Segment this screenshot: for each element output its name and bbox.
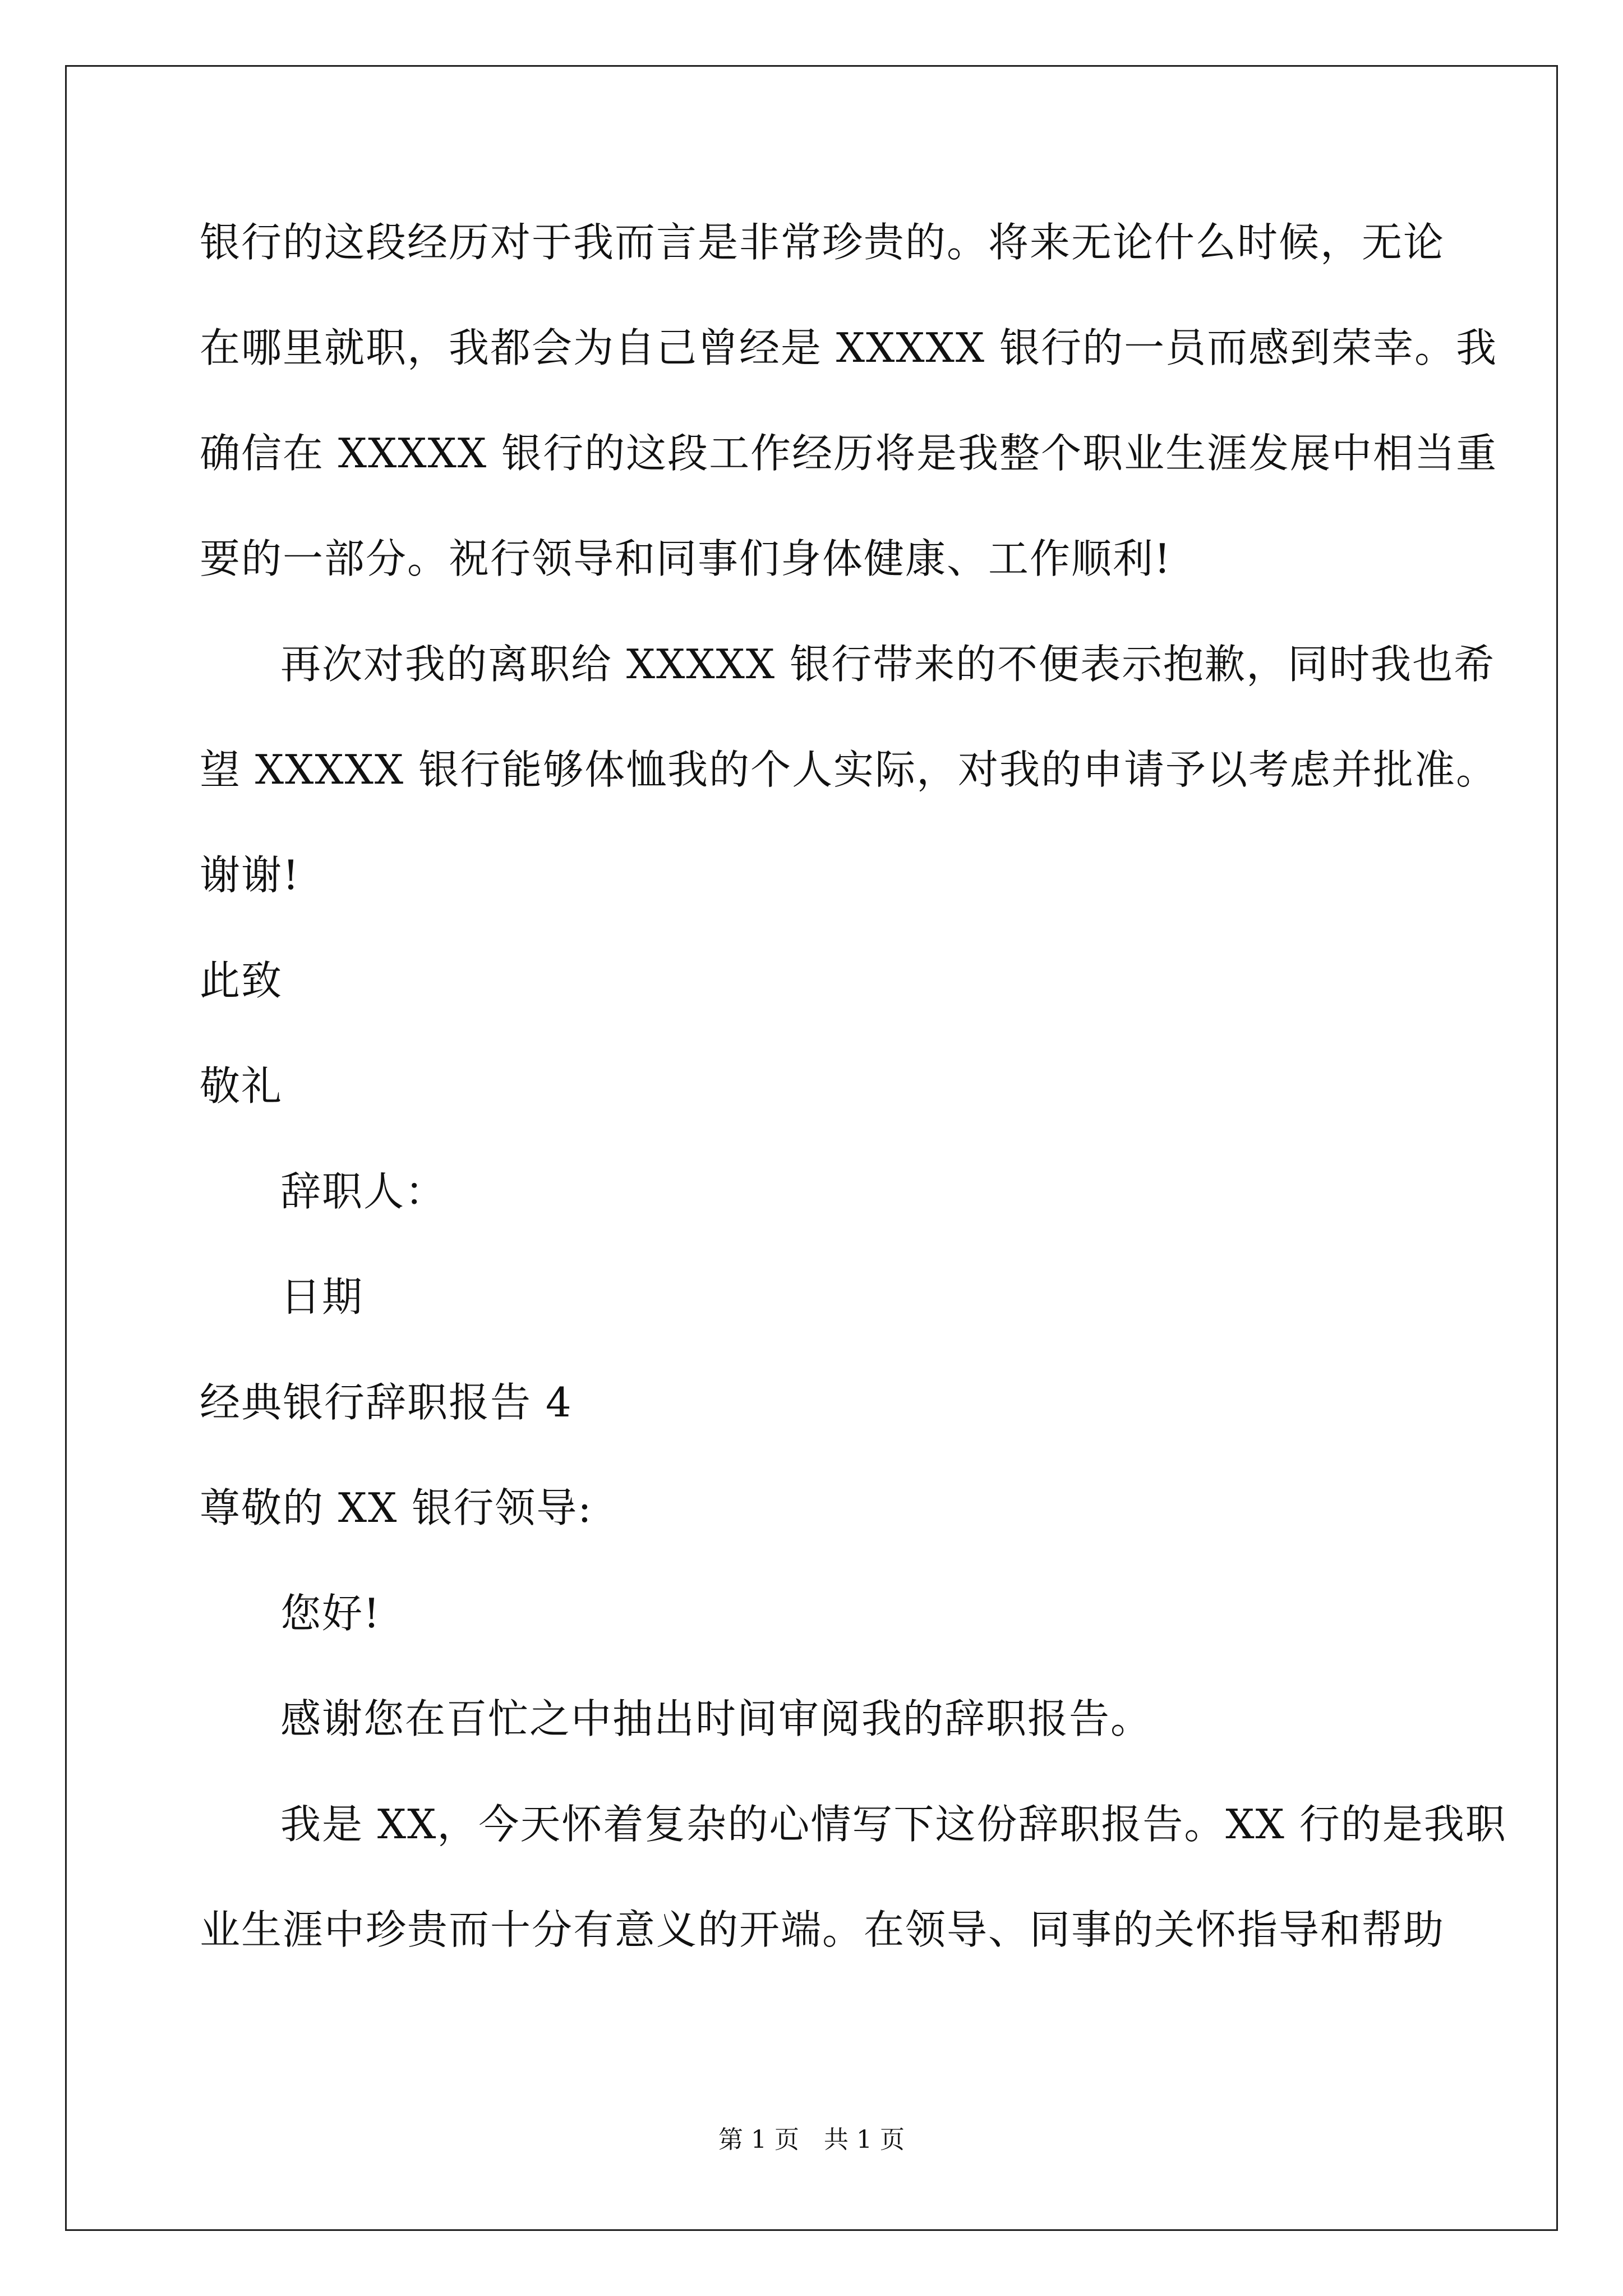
body-line: 感谢您在百忙之中抽出时间审阅我的辞职报告。 [280,1695,1152,1742]
signature-label: 辞职人： [280,1168,447,1215]
body-line: 确信在 XXXXX 银行的这段工作经历将是我整个职业生涯发展中相当重 [200,430,1498,477]
body-line: 再次对我的离职给 XXXXX 银行带来的不便表示抱歉，同时我也希 [280,641,1496,688]
body-line: 要的一部分。祝行领导和同事们身体健康、工作顺利! [200,535,1172,582]
closing-salutation: 此致 [200,957,283,1004]
body-line: 银行的这段经历对于我而言是非常珍贵的。将来无论什么时候，无论 [200,219,1445,266]
body-line: 业生涯中珍贵而十分有意义的开端。在领导、同事的关怀指导和帮助 [200,1906,1445,1953]
body-line: 我是 XX，今天怀着复杂的心情写下这份辞职报告。XX 行的是我职 [280,1801,1507,1848]
closing-regards: 敬礼 [200,1062,283,1110]
closing-thanks: 谢谢! [200,852,300,899]
section-title: 经典银行辞职报告 4 [200,1379,573,1426]
date-label: 日期 [280,1273,364,1320]
letter-greeting: 您好! [280,1590,381,1637]
body-line: 在哪里就职，我都会为自己曾经是 XXXXX 银行的一员而感到荣幸。我 [200,324,1498,371]
body-line: 望 XXXXX 银行能够体恤我的个人实际，对我的申请予以考虑并批准。 [200,746,1498,793]
letter-addressee: 尊敬的 XX 银行领导: [200,1484,593,1531]
page-number-footer: 第 1 页 共 1 页 [718,2125,905,2154]
